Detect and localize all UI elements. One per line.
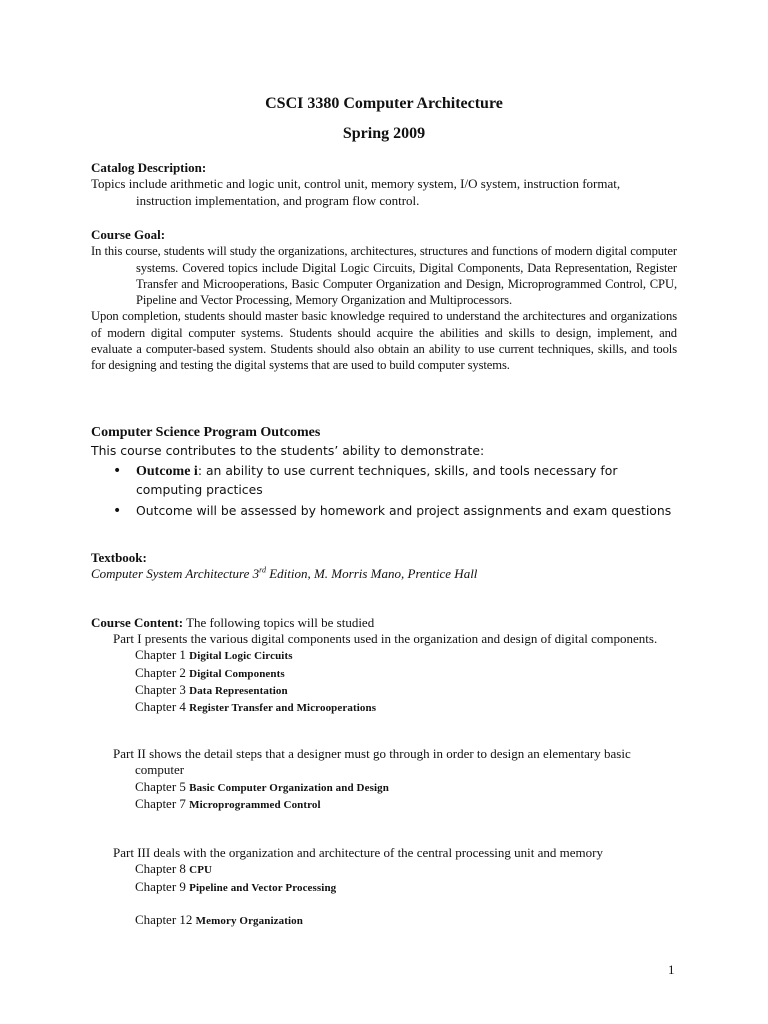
course-content-heading: Course Content:	[91, 615, 184, 630]
course-content-intro: The following topics will be studied	[183, 615, 375, 630]
course-term: Spring 2009	[342, 125, 426, 142]
list-item	[91, 462, 677, 499]
list-item	[113, 699, 673, 716]
part-description: Part II shows the detail steps that a designer must go through in order to design an elementary basic computer	[113, 746, 631, 778]
textbook-section	[91, 550, 677, 583]
list-item	[113, 861, 673, 878]
part-3	[113, 845, 673, 929]
course-content-heading-line	[91, 615, 677, 631]
catalog-text: Topics include arithmetic and logic unit, control unit, memory system, I/O system, instruction format, instruction implementation, and program flow control.	[91, 176, 621, 208]
part-description: Part I presents the various digital components used in the organization and design of digital components.	[113, 631, 658, 646]
chapter-name: Basic Computer Organization and Design	[189, 781, 389, 794]
bullet-icon: •	[113, 463, 122, 479]
catalog-heading: Catalog Description:	[91, 160, 207, 175]
outcome-i-label: Outcome i	[136, 464, 198, 479]
chapter-name: Register Transfer and Microoperations	[189, 702, 377, 715]
program-outcomes-heading: Computer Science Program Outcomes	[91, 425, 321, 440]
textbook-author-publisher: Edition, M. Morris Mano, Prentice Hall	[265, 566, 478, 582]
course-title: CSCI 3380 Computer Architecture	[265, 95, 503, 112]
program-outcomes-list	[91, 462, 677, 520]
page-number: 1	[668, 962, 675, 977]
chapter-name: Data Representation	[189, 684, 288, 697]
chapter-number: Chapter 7	[135, 795, 190, 811]
list-item	[113, 665, 673, 682]
outcome-assessment-text: Outcome will be assessed by homework and project assignments and exam questions	[136, 503, 672, 518]
chapter-name: Digital Components	[189, 667, 285, 680]
program-outcomes-intro: This course contributes to the students’ ability to demonstrate:	[91, 443, 485, 458]
program-outcomes-section	[91, 424, 677, 523]
outcome-i-text: : an ability to use current techniques, skills, and tools necessary for computing practices	[136, 463, 618, 497]
bullet-icon: •	[113, 503, 122, 519]
textbook-title: Computer System Architecture 3	[91, 566, 260, 582]
catalog-section	[91, 160, 677, 209]
textbook-citation	[91, 566, 677, 582]
list-item	[113, 647, 673, 664]
chapter-number: Chapter 2	[135, 664, 190, 680]
chapter-name: Pipeline and Vector Processing	[189, 881, 337, 894]
part-1	[113, 631, 673, 716]
textbook-edition-superscript: rd	[259, 565, 266, 575]
list-item	[113, 912, 673, 929]
part-description: Part III deals with the organization and architecture of the central processing unit and memory	[113, 845, 603, 860]
chapter-number: Chapter 1	[135, 647, 190, 663]
chapter-number: Chapter 5	[135, 778, 190, 794]
list-item	[113, 796, 673, 813]
chapter-number: Chapter 4	[135, 699, 190, 715]
list-item	[113, 682, 673, 699]
course-goal-paragraph-1: In this course, students will study the organizations, architectures, structures and functions of modern digital computer systems. Covered topics include Digital Logic Circuits, Digital Components, Data Representation, Register Transfer and Microoperations, Basic Computer Organization and Design, Microprogrammed Control, CPU, Pipeline and Vector Processing, Memory Organization and Multiprocessors.	[91, 244, 677, 308]
chapter-number: Chapter 8	[135, 861, 190, 877]
list-item	[113, 879, 673, 896]
chapter-number: Chapter 9	[135, 878, 190, 894]
chapter-name: Memory Organization	[195, 914, 303, 927]
textbook-heading: Textbook:	[91, 550, 147, 565]
chapter-name: CPU	[189, 864, 213, 877]
course-goal-paragraph-2: Upon completion, students should master basic knowledge required to understand the architectures and organizations of modern digital computer systems. Students should acquire the abilities and skills to design, implement, and evaluate a computer-based system. Students should also obtain an ability to use current techniques, skills, and tools for designing and testing the digital systems that are used to build computer systems.	[91, 309, 677, 373]
course-goal-heading: Course Goal:	[91, 227, 166, 242]
chapter-number: Chapter 12	[135, 911, 196, 927]
list-item	[113, 779, 673, 796]
chapter-name: Microprogrammed Control	[189, 798, 321, 811]
list-item	[91, 502, 677, 520]
part-2	[113, 746, 673, 813]
chapter-number: Chapter 3	[135, 681, 190, 697]
course-goal-section	[91, 227, 677, 374]
chapter-name: Digital Logic Circuits	[189, 650, 293, 663]
